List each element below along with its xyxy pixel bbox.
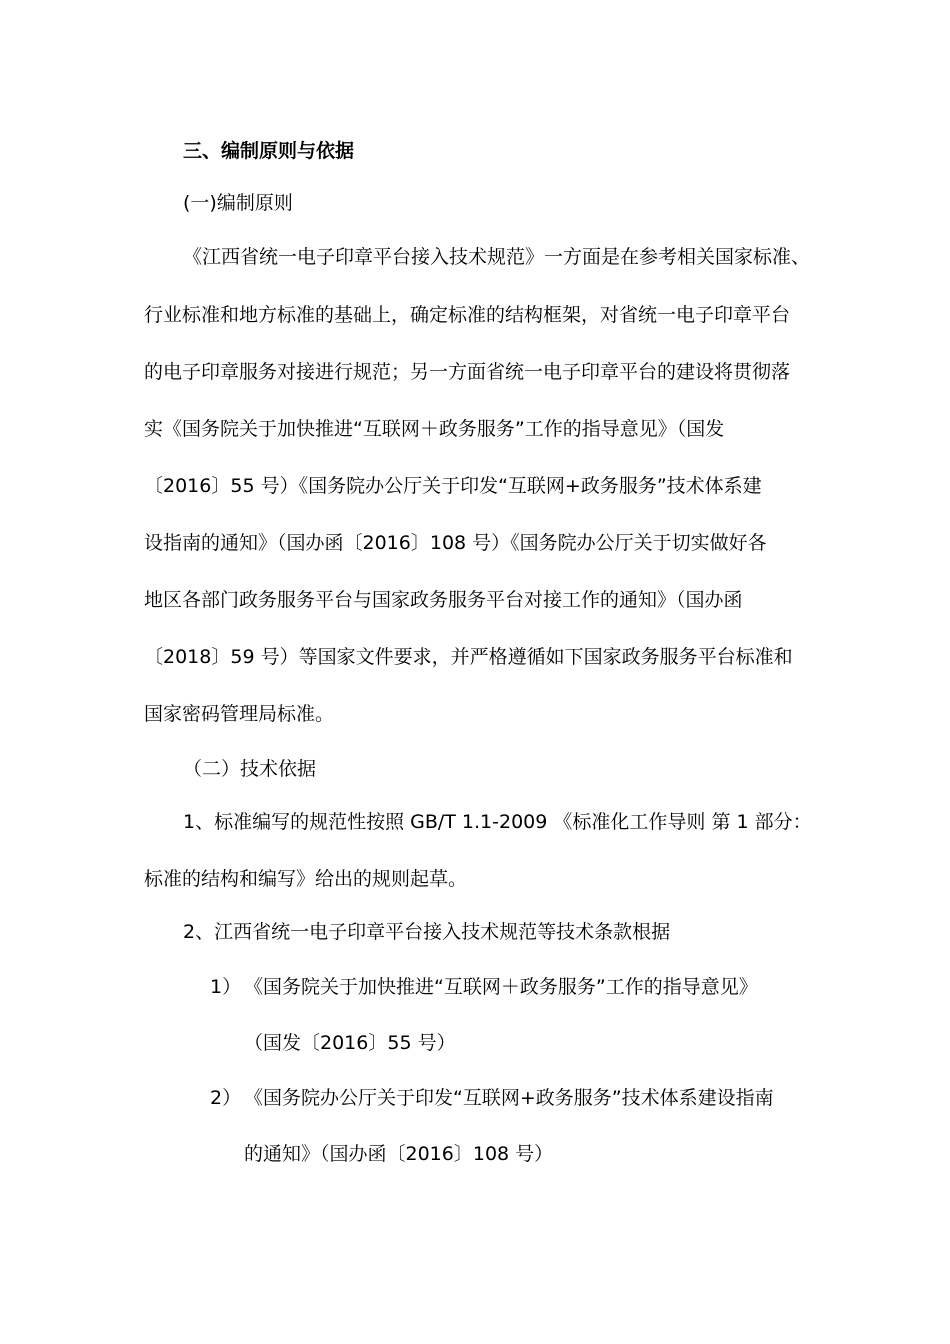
item-line: 1、标准编写的规范性按照 GB/T 1.1-2009 《标准化工作导则 第 1 部分： xyxy=(183,811,812,833)
reference-line: 《国务院关于加快推进“互联网＋政务服务”工作的指导意见》 xyxy=(244,976,758,998)
paragraph-line: 行业标准和地方标准的基础上，确定标准的结构框架，对省统一电子印章平台 xyxy=(144,304,791,326)
paragraph-line: 实《国务院关于加快推进“互联网＋政务服务”工作的指导意见》（国发 xyxy=(144,418,725,440)
reference-number: 2） xyxy=(210,1087,242,1109)
paragraph-line: 〔2016〕55 号）《国务院办公厅关于印发“互联网+政务服务”技术体系建 xyxy=(144,475,762,497)
paragraph-line: 〔2018〕59 号）等国家文件要求，并严格遵循如下国家政务服务平台标准和 xyxy=(144,646,793,668)
subsection-heading: (一)编制原则 xyxy=(183,192,293,214)
reference-line: 的通知》（国办函〔2016〕108 号） xyxy=(244,1143,554,1165)
item-line: 标准的结构和编写》给出的规则起草。 xyxy=(144,868,468,890)
paragraph-line: 地区各部门政务服务平台与国家政务服务平台对接工作的通知》（国办函 xyxy=(144,589,743,611)
paragraph-line: 的电子印章服务对接进行规范；另一方面省统一电子印章平台的建设将贯彻落 xyxy=(144,361,791,383)
reference-line: （国发〔2016〕55 号） xyxy=(244,1032,456,1054)
paragraph-line: 国家密码管理局标准。 xyxy=(144,703,335,725)
section-title: 三、编制原则与依据 xyxy=(183,140,355,162)
subsection-heading: （二）技术依据 xyxy=(183,758,317,780)
item-line: 2、江西省统一电子印章平台接入技术规范等技术条款根据 xyxy=(183,921,671,943)
reference-line: 《国务院办公厅关于印发“互联网+政务服务”技术体系建设指南 xyxy=(244,1087,774,1109)
paragraph-line: 《江西省统一电子印章平台接入技术规范》一方面是在参考相关国家标准、 xyxy=(183,246,811,268)
reference-number: 1） xyxy=(210,976,242,998)
paragraph-line: 设指南的通知》（国办函〔2016〕108 号）《国务院办公厅关于切实做好各 xyxy=(144,532,767,554)
